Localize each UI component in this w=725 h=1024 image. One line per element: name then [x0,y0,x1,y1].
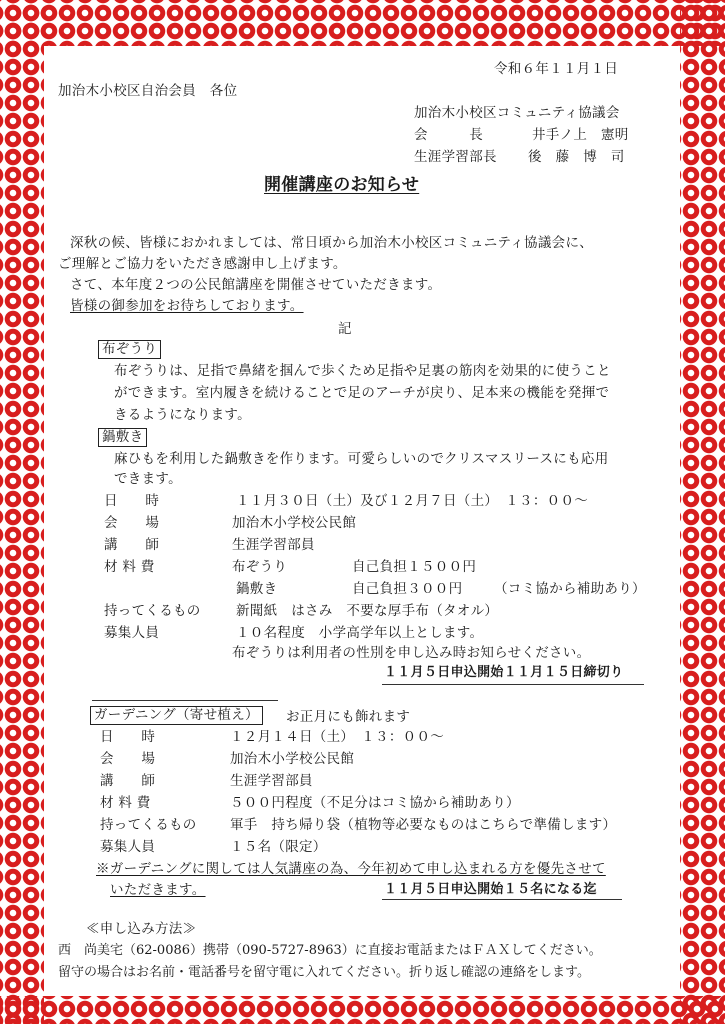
c2-date-value: １２月１４日（土） １３：００～ [230,729,445,745]
intro-line-4: 皆様の御参加をお待ちしております。 [70,298,304,314]
c1-venue-label: 会 場 [104,515,160,531]
c1-fee-item-1: 布ぞうり [232,559,288,575]
course-desc-a-3: きるようになります。 [114,407,251,423]
c2-note-1: ※ガーデニングに関しては人気講座の為、今年初めて申し込まれる方を優先させて [96,861,606,877]
course-name-nabeshiki: 鍋敷き [98,428,147,447]
c1-fee-label: 材 料 費 [104,559,155,575]
intro-line-2: ご理解とご協力をいただき感謝申し上げます。 [58,256,347,272]
application-heading: ≪申し込み方法≫ [86,921,197,937]
c1-fee-item-2: 鍋敷き [236,581,278,597]
c1-lecturer-value: 生涯学習部員 [232,537,315,553]
application-line-2: 留守の場合はお名前・電話番号を留守電に入れてください。折り返し確認の連絡をします。 [58,965,590,980]
course-desc-a-1: 布ぞうりは、足指で鼻緒を掴んで歩くため足指や足裏の筋肉を効果的に使うこと [114,363,611,379]
c1-deadline-underline [382,684,644,685]
c1-bring-value: 新聞紙 はさみ 不要な厚手布（タオル） [236,603,499,619]
page-title: 開催講座のお知らせ [264,175,420,195]
c1-venue-value: 加治木小学校公民館 [232,515,357,531]
c1-bring-label: 持ってくるもの [104,603,201,619]
c2-fee-value: ５００円程度（不足分はコミ協から補助あり） [230,795,520,811]
c2-date-label: 日 時 [100,729,156,745]
sender-dept-name: 後 藤 博 司 [528,149,625,165]
c2-deadline: １１月５日申込開始１５名になる迄 [384,882,597,897]
course-desc-b-1: 麻ひもを利用した鍋敷きを作ります。可愛らしいのでクリスマスリースにも応用 [114,451,609,467]
sender-dept-label: 生涯学習部長 [414,149,497,165]
ki-mark: 記 [338,321,352,337]
document-date: 令和６年１１月１日 [494,61,619,77]
sender-chair-name: 井手ノ上 憲明 [532,127,629,143]
c1-note: 布ぞうりは利用者の性別を申し込み時お知らせください。 [232,645,591,661]
sender-chair-label: 会 長 [414,127,483,143]
course-desc-a-2: ができます。室内履きを続けることで足のアーチが戻り、足本来の機能を発揮で [114,385,610,401]
c1-fee-cost-1: 自己負担１５００円 [352,559,477,575]
c2-bring-value: 軍手 持ち帰り袋（植物等必要なものはこちらで準備します） [230,817,617,833]
flower-border-bottom [0,996,725,1024]
c1-date-label: 日 時 [104,493,160,509]
c1-lecturer-label: 講 師 [104,537,160,553]
c1-date-value: １１月３０日（土）及び１２月７日（土） １３：００～ [236,493,589,509]
course-name-gardening: ガーデニング（寄せ植え） [90,706,263,725]
c2-divider [92,700,278,701]
c1-recruit-label: 募集人員 [104,625,160,641]
c1-recruit-value: １０名程度 小学高学年以上とします。 [236,625,484,641]
application-line-1: 西 尚美宅（62-0086）携帯（090-5727-8963）に直接お電話またはＦＡＸしてください。 [58,943,602,958]
c1-fee-cost-2: 自己負担３００円 [352,581,463,597]
addressee: 加治木小校区自治会員 各位 [58,83,238,99]
c1-fee-note-2: （コミ協から補助あり） [494,581,646,597]
c2-deadline-underline [382,899,622,900]
c2-lecturer-value: 生涯学習部員 [230,773,313,789]
flower-border-right [680,0,725,1024]
sender-organization: 加治木小校区コミュニティ協議会 [414,105,620,121]
c2-lecturer-label: 講 師 [100,773,156,789]
course-name-nunozori: 布ぞうり [98,340,161,359]
c2-subtitle: お正月にも飾れます [286,709,411,725]
c2-recruit-value: １５名（限定） [230,839,327,855]
c2-fee-label: 材 料 費 [100,795,151,811]
c2-bring-label: 持ってくるもの [100,817,197,833]
course-desc-b-2: できます。 [114,471,182,487]
intro-line-3: さて、本年度２つの公民館講座を開催させていただきます。 [70,277,442,293]
flower-border-left [0,0,44,1024]
c2-recruit-label: 募集人員 [100,839,156,855]
c2-note-2: いただきます。 [110,882,206,898]
intro-line-1: 深秋の候、皆様におかれましては、常日頃から加治木小校区コミュニティ協議会に、 [70,235,594,251]
c2-venue-value: 加治木小学校公民館 [230,751,355,767]
c1-deadline: １１月５日申込開始１１月１５日締切り [384,665,624,680]
c2-venue-label: 会 場 [100,751,156,767]
flower-border-top [0,0,725,46]
